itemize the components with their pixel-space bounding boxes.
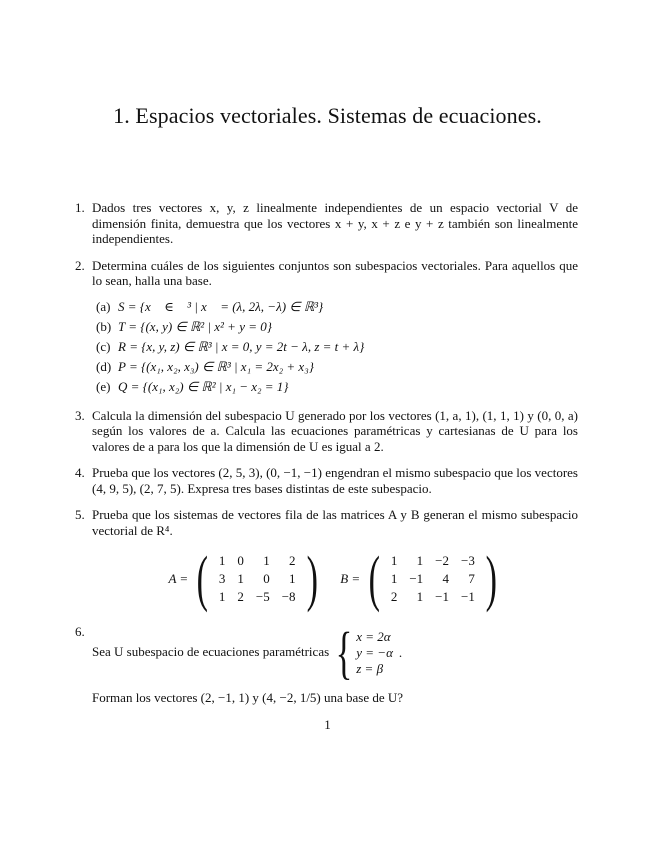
matrix-row xyxy=(213,552,302,570)
subitem-expression: S = {x⃗ ∈ ℝ³ | x⃗ = (λ, 2λ, −λ) ∈ ℝ³} xyxy=(118,298,324,314)
exercise-text: Sea U subespacio de ecuaciones paramétricas xyxy=(92,643,330,659)
matrix-cell: 1 xyxy=(390,571,398,587)
page-title: 1. Espacios vectoriales. Sistemas de ecuaciones. xyxy=(113,103,542,128)
parametric-system xyxy=(332,620,403,685)
subitem-c xyxy=(92,337,578,357)
exercise-text: Dados tres vectores x, y, z linealmente independientes de un espacio vectorial V de dimensión finita, demuestra que los vectores x + y, x + z e y + z también son linealmente independientes. xyxy=(92,200,578,246)
left-paren: ( xyxy=(368,545,381,613)
matrix-cell: −1 xyxy=(409,571,424,587)
exercise-text: Calcula la dimensión del subespacio U generado por los vectores (1, a, 1), (1, 1, 1) y (0, 0, a) según los valores de a. Calcula las ecuaciones paramétricas y cartesianas de U para los valores de a para los que la dimensión de U es igual a 2. xyxy=(92,407,578,454)
matrix-cell: 1 xyxy=(237,571,244,587)
matrix-cell: 2 xyxy=(390,589,398,605)
subitem-label: (c) xyxy=(96,338,111,354)
exercise-number: 1. xyxy=(75,200,85,215)
matrix-row xyxy=(213,588,302,606)
matrix-cell: 2 xyxy=(237,589,244,605)
exercise-text: Determina cuáles de los siguientes conjuntos son subespacios vectoriales. Para aquellos que lo sean, halla una base. xyxy=(92,257,578,288)
exercise-number: 2. xyxy=(75,257,85,273)
system-equations xyxy=(356,629,393,677)
matrix-cell: 2 xyxy=(289,553,296,569)
matrix-row xyxy=(385,570,481,588)
right-paren: ) xyxy=(306,545,318,613)
matrix-cell: 1 xyxy=(289,571,296,587)
matrix-name: B = xyxy=(340,571,361,587)
matrix-row xyxy=(385,588,481,606)
exercise-list xyxy=(75,200,578,717)
equation-line: y = −α xyxy=(356,645,393,660)
exercise-question: Forman los vectores (2, −1, 1) y (4, −2, 1/5) una base de U? xyxy=(92,690,404,705)
subitem-d xyxy=(92,357,578,377)
exercise-3 xyxy=(75,408,578,455)
matrix-cell: 0 xyxy=(263,571,270,587)
page-number: 1 xyxy=(324,717,331,732)
matrices-row xyxy=(92,545,578,613)
exercise-6 xyxy=(75,620,578,706)
exercise-5 xyxy=(75,507,578,613)
exercise-text: Prueba que los sistemas de vectores fila de las matrices A y B generan el mismo subespacio vectorial de R⁴. xyxy=(92,507,578,538)
subitem-label: (b) xyxy=(96,318,112,334)
exercise-number: 5. xyxy=(75,507,85,522)
matrix-cell: 1 xyxy=(416,553,424,569)
subitem-a xyxy=(92,297,578,317)
subitem-label: (e) xyxy=(96,378,111,394)
matrix-cell: −5 xyxy=(255,589,270,605)
subitem-expression: R = {x, y, z) ∈ ℝ³ | x = 0, y = 2t − λ, z = t + λ} xyxy=(118,338,365,354)
matrix-row xyxy=(385,552,481,570)
exercise-4 xyxy=(75,465,578,496)
matrix-cell: 1 xyxy=(390,553,398,569)
left-paren: ( xyxy=(196,545,209,613)
matrix-cell: −3 xyxy=(461,553,475,569)
matrix-row xyxy=(213,570,302,588)
subitem-b xyxy=(92,317,578,337)
exercise-number: 6. xyxy=(75,624,85,639)
matrix-cell: 1 xyxy=(218,553,226,569)
exercise-number: 3. xyxy=(75,407,85,423)
matrix-cell: −1 xyxy=(435,589,450,605)
matrix-cell: 1 xyxy=(416,589,424,605)
exercise-number: 4. xyxy=(75,465,85,480)
subitem-expression: Q = {(x₁, x₂) ∈ ℝ² | x₁ − x₂ = 1} xyxy=(118,378,289,394)
matrix-cell: 4 xyxy=(442,571,450,587)
matrix-cell: −2 xyxy=(435,553,450,569)
matrix-name: A = xyxy=(168,571,189,587)
matrix-a xyxy=(168,545,322,613)
subitem-list xyxy=(92,297,578,397)
exercise-1 xyxy=(75,200,578,247)
subitem-label: (a) xyxy=(96,298,111,314)
system-end: . xyxy=(398,645,403,661)
exercise-2 xyxy=(75,258,578,397)
subitem-label: (d) xyxy=(96,358,112,374)
matrix-cell: 0 xyxy=(237,553,244,569)
matrix-cell: −8 xyxy=(281,589,296,605)
equation-line: x = 2α xyxy=(356,629,391,644)
matrix-table xyxy=(385,552,481,606)
left-brace: { xyxy=(335,620,353,685)
matrix-cell: −1 xyxy=(461,589,475,605)
exercise-text: Prueba que los vectores (2, 5, 3), (0, −1, −1) engendran el mismo subespacio que los vectores (4, 9, 5), (2, 7, 5). Expresa tres bases distintas de este subespacio. xyxy=(92,465,578,496)
subitem-e xyxy=(92,377,578,397)
matrix-cell: 1 xyxy=(263,553,270,569)
matrix-cell: 7 xyxy=(468,571,475,587)
subitem-expression: T = {(x, y) ∈ ℝ² | x² + y = 0} xyxy=(118,318,272,334)
matrix-table xyxy=(213,552,302,606)
equation-line: z = β xyxy=(356,661,384,676)
right-paren: ) xyxy=(485,545,497,613)
matrix-cell: 1 xyxy=(218,589,226,605)
matrix-b xyxy=(340,545,501,613)
subitem-expression: P = {(x₁, x₂, x₃) ∈ ℝ³ | x₁ = 2x₂ + x₃} xyxy=(118,358,314,374)
matrix-cell: 3 xyxy=(218,571,226,587)
